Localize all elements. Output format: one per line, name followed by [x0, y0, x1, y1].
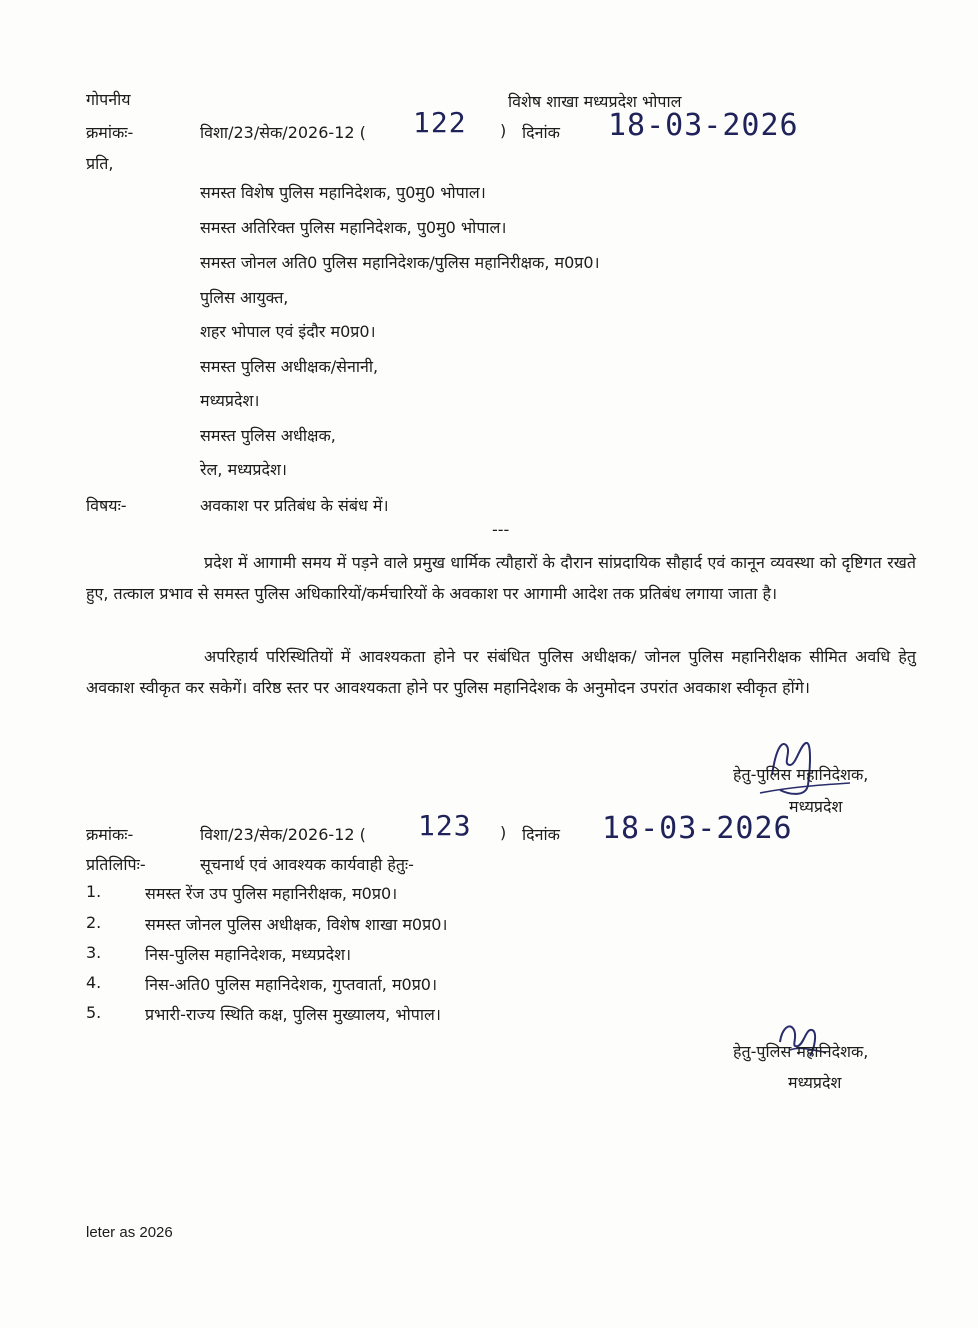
signature-block-2 — [720, 1020, 920, 1100]
cc-item-text: निस-पुलिस महानिदेशक, मध्यप्रदेश। — [145, 945, 352, 964]
signature-2-place: मध्यप्रदेश — [788, 1073, 842, 1092]
date-handwritten: 18-03-2026 — [608, 108, 799, 143]
copy-ref-close-paren: ) — [500, 823, 507, 842]
cc-item-number: 1. — [86, 882, 102, 901]
body-paragraph-2: अपरिहार्य परिस्थितियों में आवश्यकता होने पर संबंधित पुलिस अधीक्षक/ जोनल पुलिस महानिरीक्षक सीमित अवधि हेतु अवकाश स्वीकृत कर सकेगें। वरिष्ठ स्तर पर आवश्यकता होने पर पुलिस महानिदेशक के अनुमोदन उपरांत अवकाश स्वीकृत होंगे। — [86, 647, 916, 697]
cc-item-text: निस-अति0 पुलिस महानिदेशक, गुप्तवार्ता, म0प्र0। — [145, 975, 438, 994]
recipient-item: रेल, मध्यप्रदेश। — [200, 460, 287, 479]
cc-item-number: 3. — [86, 943, 102, 962]
ref-number-handwritten: 122 — [413, 106, 467, 139]
cc-item-number: 5. — [86, 1003, 102, 1022]
copy-ref-number-handwritten: 123 — [418, 809, 472, 842]
footer-note: leter as 2026 — [86, 1224, 173, 1241]
recipient-item: पुलिस आयुक्त, — [200, 288, 289, 307]
subject-text: अवकाश पर प्रतिबंध के संबंध में। — [200, 496, 389, 515]
copy-date-handwritten: 18-03-2026 — [602, 811, 793, 846]
to-label: प्रति, — [86, 154, 114, 173]
cc-item-number: 4. — [86, 973, 102, 992]
copy-ref-number: विशा/23/सेक/2026-12 ( — [200, 825, 366, 844]
recipient-item: मध्यप्रदेश। — [200, 391, 260, 410]
subject-divider: --- — [492, 520, 510, 539]
date-label: दिनांक — [522, 123, 560, 142]
body-paragraph-1: प्रदेश में आगामी समय में पड़ने वाले प्रमुख धार्मिक त्यौहारों के दौरान सांप्रदायिक सौहार्द एवं कानून व्यवस्था को दृष्टिगत रखते हुए, तत्काल प्रभाव से समस्त पुलिस अधिकारियों/कर्मचारियों के अवकाश पर आगामी आदेश तक प्रतिबंध लगाया जाता है। — [86, 553, 916, 603]
signature-1-title: हेतु-पुलिस महानिदेशक, — [733, 765, 869, 784]
cc-label: प्रतिलिपिः- — [86, 855, 146, 874]
copy-ref-label: क्रमांकः- — [86, 825, 134, 844]
copy-date-label: दिनांक — [522, 825, 560, 844]
ref-number: विशा/23/सेक/2026-12 ( — [200, 123, 366, 142]
recipient-item: समस्त पुलिस अधीक्षक/सेनानी, — [200, 357, 379, 376]
cc-item-text: प्रभारी-राज्य स्थिति कक्ष, पुलिस मुख्यालय, भोपाल। — [145, 1005, 441, 1024]
signature-1-place: मध्यप्रदेश — [789, 797, 843, 816]
recipient-item: समस्त जोनल अति0 पुलिस महानिदेशक/पुलिस महानिरीक्षक, म0प्र0। — [200, 253, 600, 272]
cc-text: सूचनार्थ एवं आवश्यक कार्यवाही हेतुः- — [200, 855, 414, 874]
cc-item-text: समस्त रेंज उप पुलिस महानिरीक्षक, म0प्र0। — [145, 884, 398, 903]
office-name: विशेष शाखा मध्यप्रदेश भोपाल — [508, 92, 682, 111]
recipient-item: शहर भोपाल एवं इंदौर म0प्र0। — [200, 322, 376, 341]
confidential-label: गोपनीय — [86, 90, 131, 109]
cc-item-number: 2. — [86, 913, 102, 932]
recipient-item: समस्त अतिरिक्त पुलिस महानिदेशक, पु0मु0 भोपाल। — [200, 218, 507, 237]
recipient-item: समस्त विशेष पुलिस महानिदेशक, पु0मु0 भोपाल। — [200, 183, 486, 202]
ref-label: क्रमांकः- — [86, 123, 134, 142]
subject-label: विषयः- — [86, 496, 127, 515]
cc-item-text: समस्त जोनल पुलिस अधीक्षक, विशेष शाखा म0प्र0। — [145, 915, 448, 934]
ref-close-paren: ) — [500, 121, 507, 140]
signature-2-title: हेतु-पुलिस महानिदेशक, — [733, 1042, 869, 1061]
recipient-item: समस्त पुलिस अधीक्षक, — [200, 426, 336, 445]
